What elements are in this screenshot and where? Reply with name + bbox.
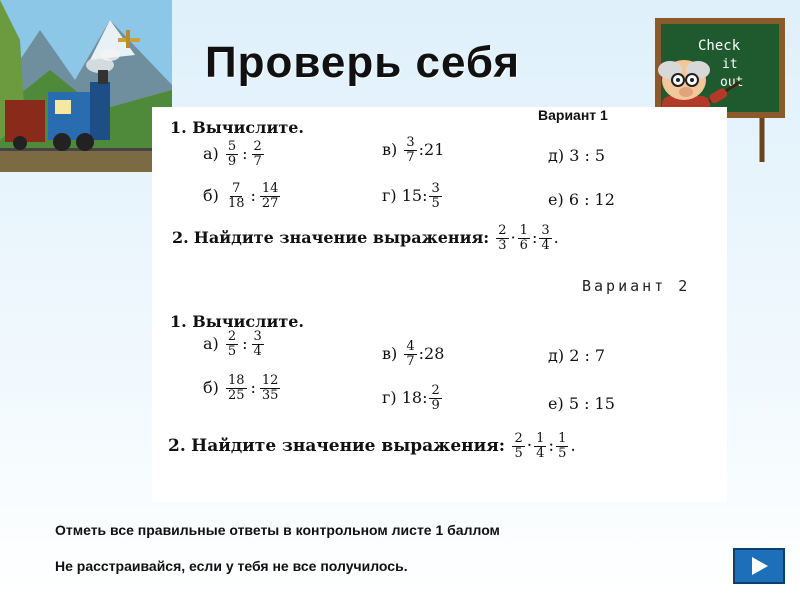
fraction: $\frac{2}{5}$	[514, 431, 523, 461]
v1-task1-heading	[170, 118, 304, 137]
fraction: $\frac{2}{5}$	[227, 329, 237, 359]
v1-item-g: г) 15: $\frac{3}{5}$	[382, 181, 440, 211]
fraction: $\frac{3}{4}$	[253, 329, 262, 359]
item-letter: а)	[203, 144, 219, 163]
train-scene-image	[0, 0, 172, 172]
note-line-2: Не расстраивайся, если у тебя не все получилось.	[55, 558, 408, 574]
v2-task2-number: 2.	[168, 436, 186, 456]
v1-item-d: д) 3 : 5	[548, 146, 606, 165]
fraction: $\frac{3}{7}$	[406, 135, 415, 165]
fraction: $\frac{12}{35}$	[261, 373, 279, 403]
fraction: $\frac{2}{7}$	[253, 139, 262, 169]
chalkboard-text-3: out	[720, 75, 744, 90]
v2-task2-title: Найдите значение выражения:	[191, 436, 506, 456]
item-letter: в)	[382, 140, 398, 159]
v2-task1-heading	[170, 312, 304, 331]
fraction: $\frac{5}{9}$	[227, 139, 237, 169]
fraction: $\frac{3}{5}$	[431, 181, 440, 211]
v1-task1-title: Вычислите.	[192, 118, 304, 137]
v1-item-v: в) $\frac{3}{7}$ :21	[382, 135, 445, 165]
item-letter: е)	[548, 190, 564, 209]
fraction: $\frac{7}{18}$	[227, 181, 245, 211]
v1-task2: 2. Найдите значение выражения: $\frac{2}{3}$ · $\frac{1}{6}$ : $\frac{3}{4}$ .	[172, 223, 559, 253]
variant1-label: Вариант 1	[538, 107, 608, 123]
v1-item-b: б) $\frac{7}{18}$ : $\frac{14}{27}$	[203, 181, 279, 211]
fraction: $\frac{1}{6}$	[519, 223, 528, 253]
item-letter: д)	[548, 146, 565, 165]
v2-item-d: д) 2 : 7	[548, 346, 606, 365]
v2-item-g: г) 18: $\frac{2}{9}$	[382, 383, 440, 413]
fraction: $\frac{2}{3}$	[498, 223, 507, 253]
item-letter: г)	[382, 388, 397, 407]
v2-item-e: е) 5 : 15	[548, 394, 615, 413]
next-slide-button[interactable]	[733, 548, 785, 584]
chalkboard-text-2: it	[722, 57, 738, 72]
fraction: $\frac{4}{7}$	[406, 339, 415, 369]
page-title: Проверь себя	[205, 38, 521, 87]
fraction: $\frac{14}{27}$	[261, 181, 279, 211]
fraction: $\frac{1}{5}$	[558, 431, 567, 461]
v2-item-v: в) $\frac{4}{7}$ :28	[382, 339, 445, 369]
fraction: $\frac{3}{4}$	[541, 223, 550, 253]
note-line-1: Отметь все правильные ответы в контрольном листе 1 баллом	[55, 522, 500, 538]
v1-task1-number: 1.	[170, 118, 187, 137]
v2-item-b: б) $\frac{18}{25}$ : $\frac{12}{35}$	[203, 373, 279, 403]
item-letter: а)	[203, 334, 219, 353]
fraction: $\frac{2}{9}$	[431, 383, 440, 413]
item-letter: г)	[382, 186, 397, 205]
v2-task2: 2. Найдите значение выражения: $\frac{2}{5}$ · $\frac{1}{4}$ : $\frac{1}{5}$ .	[168, 431, 576, 461]
v1-item-e: е) 6 : 12	[548, 190, 615, 209]
next-arrow-icon	[747, 554, 771, 578]
item-letter: е)	[548, 394, 564, 413]
v1-task2-number: 2.	[172, 228, 189, 247]
item-letter: б)	[203, 378, 219, 397]
item-letter: д)	[548, 346, 565, 365]
fraction: $\frac{18}{25}$	[227, 373, 245, 403]
item-letter: в)	[382, 344, 398, 363]
v1-item-a: а) $\frac{5}{9}$ : $\frac{2}{7}$	[203, 139, 262, 169]
v2-item-a: а) $\frac{2}{5}$ : $\frac{3}{4}$	[203, 329, 262, 359]
item-letter: б)	[203, 186, 219, 205]
variant2-label: Вариант 2	[582, 277, 691, 295]
chalkboard-text-1: Check	[698, 38, 741, 54]
v2-task1-number: 1.	[170, 312, 187, 331]
fraction: $\frac{1}{4}$	[536, 431, 545, 461]
v1-task2-title: Найдите значение выражения:	[193, 228, 490, 247]
v2-task1-title: Вычислите.	[192, 312, 304, 331]
